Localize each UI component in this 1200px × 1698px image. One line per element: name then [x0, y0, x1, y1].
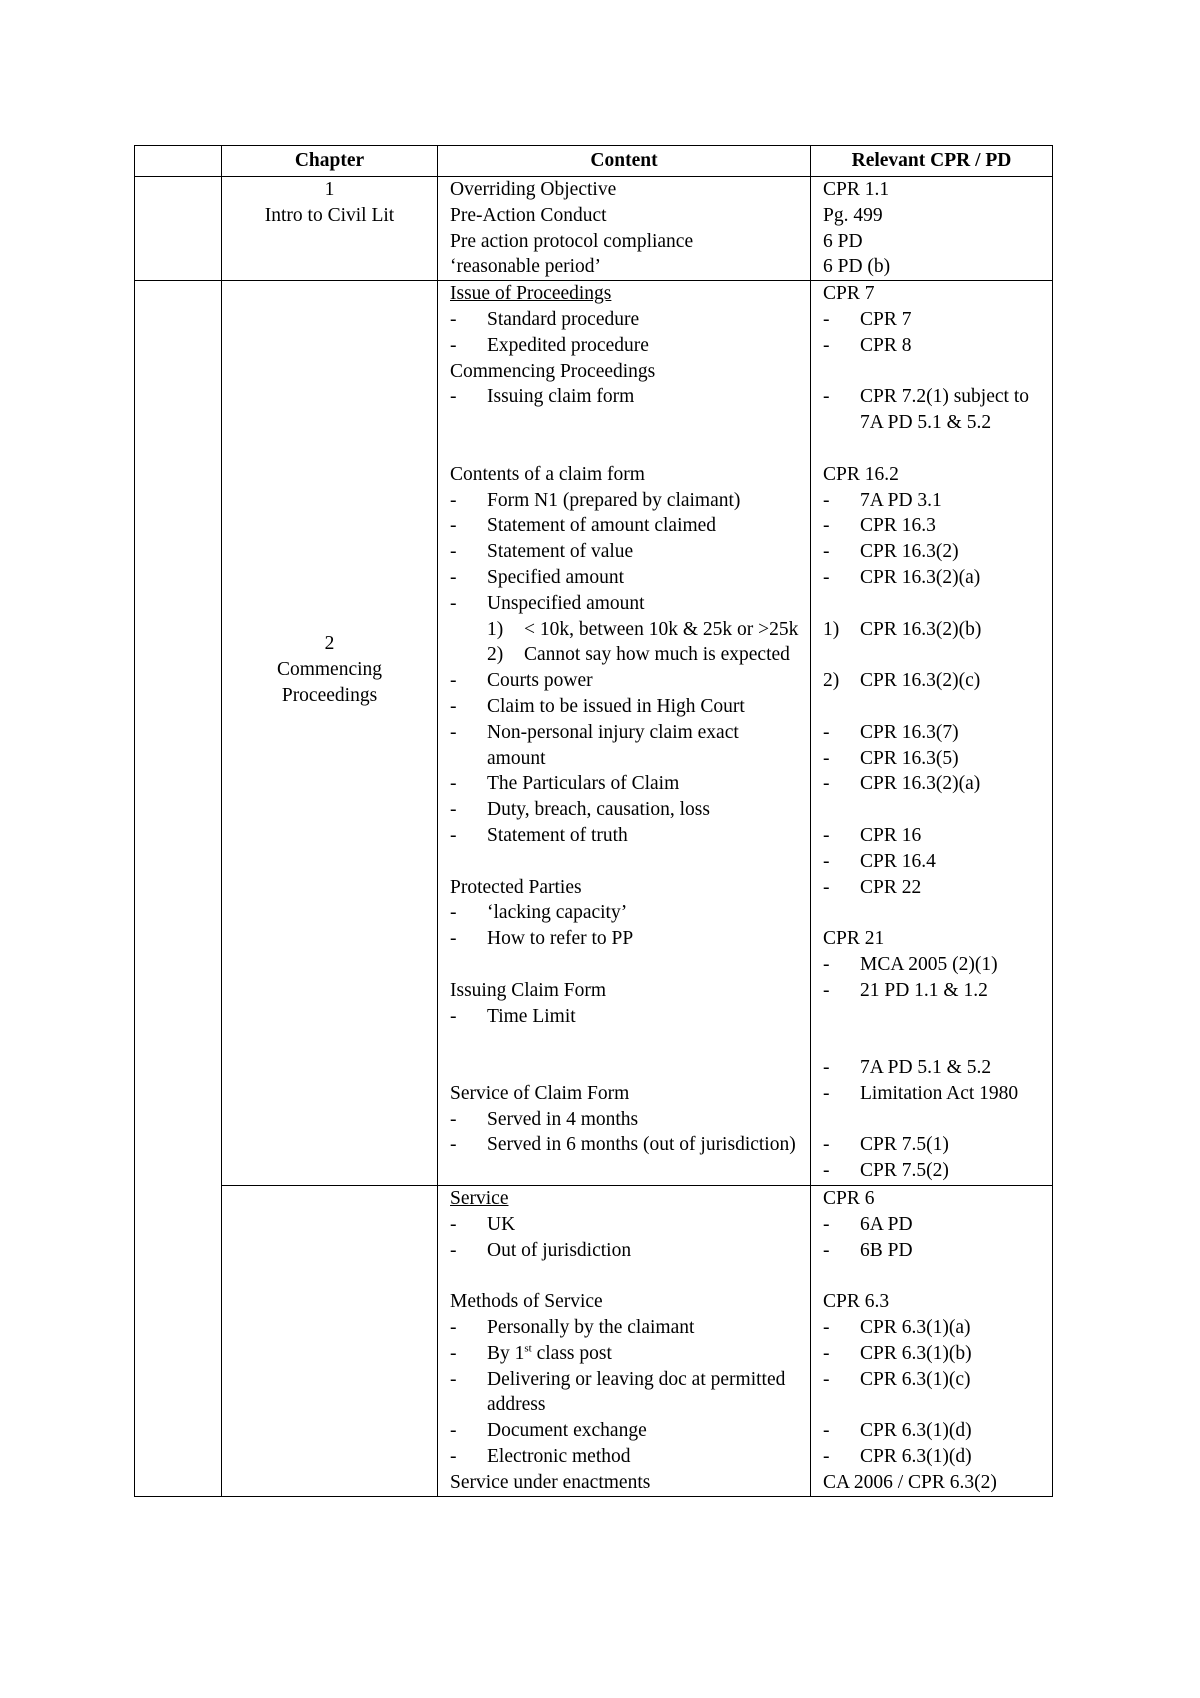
content-item: Non-personal injury claim exact amount — [487, 721, 739, 769]
content-item: Specified amount — [487, 566, 625, 588]
content-item: Delivering or leaving doc at permitted address — [487, 1368, 786, 1416]
dash-marker: - — [823, 824, 830, 846]
content-item: Personally by the claimant — [487, 1317, 695, 1339]
dash-marker: - — [823, 566, 830, 588]
chapter-2-content-cell-b — [438, 1186, 811, 1497]
number-marker: 2) — [487, 644, 504, 666]
dash-marker: - — [450, 592, 457, 614]
cpr-item: CPR 7 — [860, 308, 912, 330]
content-item: Overriding Objective — [450, 179, 617, 200]
content-item: Time Limit — [487, 1005, 576, 1027]
cpr-item: 6B PD — [860, 1239, 913, 1261]
dash-marker: - — [450, 1213, 457, 1235]
chapter-1-number: 1 — [324, 179, 335, 200]
content-item: Served in 4 months — [487, 1108, 639, 1130]
dash-marker: - — [450, 515, 457, 537]
issuing-form-heading: Issuing Claim Form — [450, 979, 607, 1001]
dash-marker: - — [823, 515, 830, 537]
dash-marker: - — [823, 1057, 830, 1079]
dash-marker: - — [450, 541, 457, 563]
chapter-1-cpr-cell — [811, 177, 1053, 281]
dash-marker: - — [450, 824, 457, 846]
chapter-2-cell-continued — [222, 1186, 438, 1497]
dash-marker: - — [823, 773, 830, 795]
cpr-item: CPR 1.1 — [823, 179, 890, 200]
dash-marker: - — [823, 1446, 830, 1468]
cpr-item: 6 PD — [823, 230, 863, 252]
cpr-item: CPR 6.3(1)(a) — [860, 1317, 971, 1339]
content-item: Statement of truth — [487, 824, 628, 846]
dash-marker: - — [823, 1342, 830, 1364]
dash-marker: - — [450, 308, 457, 330]
dash-marker: - — [823, 1134, 830, 1156]
cpr-item: CPR 6.3(1)(d) — [860, 1446, 972, 1468]
dash-marker: - — [450, 489, 457, 511]
dash-marker: - — [450, 1317, 457, 1339]
chapter-2-row-a — [135, 281, 1053, 1186]
dash-marker: - — [823, 1368, 830, 1390]
dash-marker: - — [450, 1368, 457, 1390]
chapter-2-title-line1: Commencing — [276, 658, 383, 680]
chapter-2-content-cell-a — [438, 281, 811, 1186]
dash-marker: - — [450, 1420, 457, 1442]
dash-marker: - — [450, 1446, 457, 1468]
dash-marker: - — [823, 1317, 830, 1339]
cpr-item: CPR 16.3(2)(a) — [860, 773, 981, 795]
cpr-item: CPR 16.4 — [860, 850, 936, 872]
service-heading: Service — [450, 1188, 509, 1210]
content-item: Served in 6 months (out of jurisdiction) — [487, 1134, 796, 1156]
dash-marker: - — [823, 1420, 830, 1442]
dash-marker: - — [450, 902, 457, 924]
dash-marker: - — [450, 773, 457, 795]
cpr-item: CPR 6 — [823, 1188, 875, 1210]
content-item: Statement of value — [487, 541, 634, 563]
dash-marker: - — [823, 953, 830, 975]
chapter-2-number: 2 — [324, 633, 335, 655]
dash-marker: - — [823, 850, 830, 872]
cpr-item: Pg. 499 — [823, 204, 883, 226]
chapter-1-row — [135, 177, 1053, 281]
cpr-item: CPR 16.3(7) — [860, 721, 959, 743]
content-item: Issuing claim form — [487, 386, 635, 408]
chapter-2-title-line2: Proceedings — [281, 684, 378, 706]
dash-marker: - — [823, 1160, 830, 1182]
content-item: Standard procedure — [487, 308, 640, 330]
content-item: Form N1 (prepared by claimant) — [487, 489, 741, 511]
chapter-2-cell — [222, 281, 438, 1186]
dash-marker: - — [823, 1239, 830, 1261]
dash-marker: - — [823, 876, 830, 898]
dash-marker: - — [450, 334, 457, 356]
cpr-item: CPR 7 — [823, 283, 875, 305]
dash-marker: - — [823, 308, 830, 330]
dash-marker: - — [450, 928, 457, 950]
number-marker: 2) — [823, 670, 840, 692]
content-item: Unspecified amount — [487, 592, 645, 614]
cpr-item: Limitation Act 1980 — [860, 1082, 1019, 1104]
content-item: Service under enactments — [450, 1471, 651, 1493]
content-item: Document exchange — [487, 1420, 647, 1442]
dash-marker: - — [823, 1082, 830, 1104]
row-2-blank-cell — [135, 281, 222, 1496]
cpr-item: CPR 16 — [860, 824, 922, 846]
chapter-1-title: Intro to Civil Lit — [264, 204, 395, 226]
cpr-item: CPR 16.3 — [860, 515, 936, 537]
chapter-2-cpr-cell-b — [811, 1186, 1053, 1497]
cpr-item: CPR 21 — [823, 928, 885, 950]
chapter-1-cell — [222, 177, 438, 281]
dash-marker: - — [450, 721, 457, 743]
cpr-item: CPR 8 — [860, 334, 912, 356]
number-marker: 1) — [823, 618, 840, 640]
cpr-item: CPR 7.2(1) subject to 7A PD 5.1 & 5.2 — [860, 386, 1029, 434]
dash-marker: - — [823, 1213, 830, 1235]
dash-marker: - — [450, 695, 457, 717]
dash-marker: - — [823, 979, 830, 1001]
cpr-item: 6A PD — [860, 1213, 913, 1235]
dash-marker: - — [450, 1108, 457, 1130]
content-item: Statement of amount claimed — [487, 515, 717, 537]
row-1-blank-cell — [135, 177, 222, 281]
cpr-item: CPR 7.5(2) — [860, 1160, 949, 1182]
dash-marker: - — [823, 334, 830, 356]
first-class-post: class post — [531, 1342, 612, 1364]
chapter-2-row-b — [135, 1186, 1053, 1497]
content-item: Out of jurisdiction — [487, 1239, 632, 1261]
cpr-item: CPR 16.3(2)(b) — [860, 618, 982, 640]
content-item: UK — [487, 1213, 516, 1235]
dash-marker: - — [823, 489, 830, 511]
content-item: Cannot say how much is expected — [524, 644, 790, 666]
cpr-item: CA 2006 / CPR 6.3(2) — [823, 1471, 997, 1493]
content-item: Pre action protocol compliance — [450, 230, 694, 252]
header-chapter: Chapter — [222, 146, 438, 177]
cpr-item: MCA 2005 (2)(1) — [860, 953, 998, 975]
chapter-2-cpr-cell-a — [811, 281, 1053, 1186]
cpr-item: CPR 6.3(1)(b) — [860, 1342, 972, 1364]
header-content: Content — [438, 146, 811, 177]
syllabus-table — [134, 145, 1053, 1497]
dash-marker: - — [450, 1239, 457, 1261]
header-blank — [135, 146, 222, 177]
cpr-item: CPR 6.3 — [823, 1291, 890, 1313]
issue-heading: Issue of Proceedings — [450, 283, 612, 305]
cpr-item: 6 PD (b) — [823, 256, 891, 278]
dash-marker: - — [823, 541, 830, 563]
cpr-item: 7A PD 5.1 & 5.2 — [860, 1057, 992, 1079]
content-item: The Particulars of Claim — [487, 773, 680, 795]
content-item: How to refer to PP — [487, 928, 634, 950]
dash-marker: - — [450, 670, 457, 692]
commencing-heading: Commencing Proceedings — [450, 360, 656, 382]
cpr-item: CPR 16.3(5) — [860, 747, 959, 769]
dash-marker: - — [450, 1005, 457, 1027]
dash-marker: - — [823, 721, 830, 743]
cpr-item: CPR 6.3(1)(c) — [860, 1368, 971, 1390]
header-cpr: Relevant CPR / PD — [811, 146, 1053, 177]
protected-heading: Protected Parties — [450, 876, 582, 898]
content-item: Claim to be issued in High Court — [487, 695, 745, 717]
dash-marker: - — [450, 1134, 457, 1156]
service-form-heading: Service of Claim Form — [450, 1082, 630, 1104]
cpr-item: CPR 16.3(2)(c) — [860, 670, 981, 692]
cpr-item: CPR 16.3(2) — [860, 541, 959, 563]
content-item-first-class — [487, 1343, 612, 1364]
header-row — [135, 146, 1053, 177]
content-item: Duty, breach, causation, loss — [487, 799, 710, 821]
chapter-1-content-cell — [438, 177, 811, 281]
content-item: ‘reasonable period’ — [450, 256, 602, 278]
cpr-item: 21 PD 1.1 & 1.2 — [860, 979, 988, 1001]
contents-heading: Contents of a claim form — [450, 463, 645, 485]
first-class-pre: By 1 — [487, 1342, 525, 1364]
cpr-item: CPR 22 — [860, 876, 922, 898]
content-item: Electronic method — [487, 1446, 631, 1468]
methods-heading: Methods of Service — [450, 1291, 603, 1313]
content-item: Courts power — [487, 670, 593, 692]
cpr-item: CPR 6.3(1)(d) — [860, 1420, 972, 1442]
dash-marker: - — [450, 1342, 457, 1364]
dash-marker: - — [450, 566, 457, 588]
cpr-item: CPR 7.5(1) — [860, 1134, 949, 1156]
cpr-item: CPR 16.3(2)(a) — [860, 566, 981, 588]
content-item: Expedited procedure — [487, 334, 649, 356]
first-class-sup: st — [524, 1342, 532, 1355]
content-item: < 10k, between 10k & 25k or >25k — [524, 618, 799, 640]
dash-marker: - — [450, 386, 457, 408]
dash-marker: - — [823, 386, 830, 408]
content-item: ‘lacking capacity’ — [487, 902, 628, 924]
cpr-item: 7A PD 3.1 — [860, 489, 942, 511]
number-marker: 1) — [487, 618, 504, 640]
dash-marker: - — [823, 747, 830, 769]
cpr-item: CPR 16.2 — [823, 463, 899, 485]
content-item: Pre-Action Conduct — [450, 204, 607, 226]
dash-marker: - — [450, 799, 457, 821]
